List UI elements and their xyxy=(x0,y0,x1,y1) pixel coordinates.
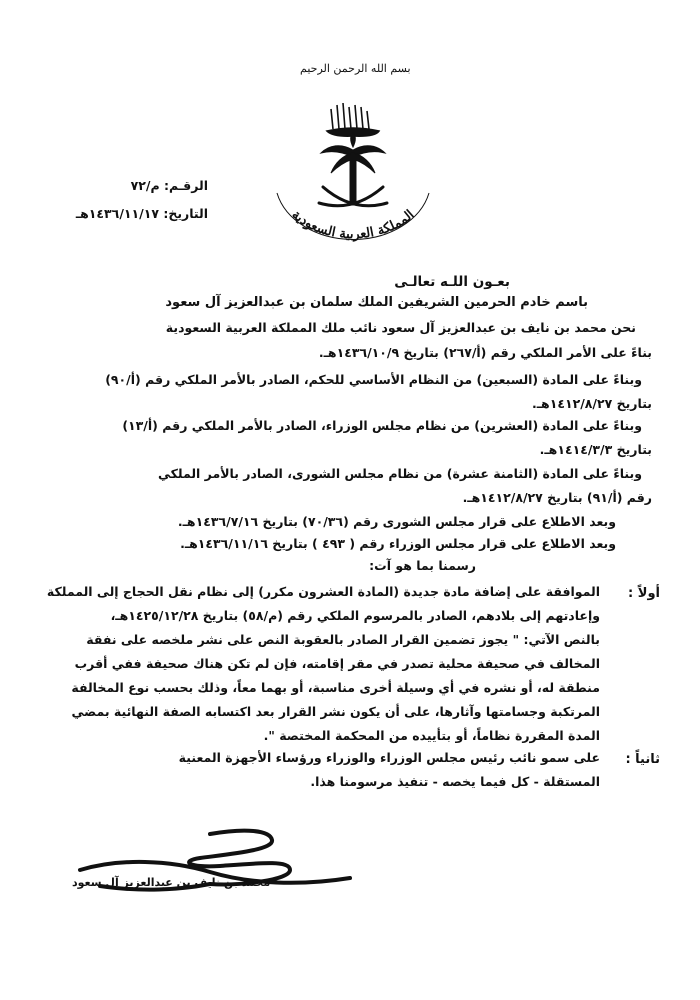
article-second-line-2: المستقلة - كل فيما يخصه - تنفيذ مرسومنا هذا. xyxy=(310,774,600,789)
shahada-calligraphy xyxy=(327,103,379,136)
preamble-2a: وبناءً على المادة (السبعين) من النظام الأساسي للحكم، الصادر بالأمر الملكي رقم (أ/٩٠) xyxy=(105,372,642,387)
article-first-line-5: منطقة له، أو نشره في أي وسيلة أخرى مناسبة، أو بهما معاً، وذلك بحسب نوع المخالفة xyxy=(71,680,600,695)
handwritten-signature xyxy=(60,820,360,905)
article-first-line-1: الموافقة على إضافة مادة جديدة (المادة العشرون مكرر) إلى نظام نقل الحجاج إلى المملكة xyxy=(46,584,600,599)
invocation: بعـون اللـه تعالـى xyxy=(394,274,510,290)
article-second-line-1: على سمو نائب رئيس مجلس الوزراء والوزراء ورؤساء الأجهزة المعنية xyxy=(178,750,600,765)
preamble-3a: وبناءً على المادة (العشرين) من نظام مجلس الوزراء، الصادر بالأمر الملكي رقم (أ/١٣) xyxy=(122,418,642,433)
article-first-line-2: وإعادتهم إلى بلادهم، الصادر بالمرسوم الملكي رقم (م/٥٨) بتاريخ ١٤٢٥/١٢/٢٨هـ، xyxy=(110,608,600,623)
issuer-line: نحن محمد بن نايف بن عبدالعزيز آل سعود نائب ملك المملكة العربية السعودية xyxy=(165,320,636,335)
kingdom-name-arc: المملكة العربية السعودية xyxy=(288,207,418,243)
preamble-6: وبعد الاطلاع على قرار مجلس الوزراء رقم ( ٤٩٣ ) بتاريخ ١٤٣٦/١١/١٦هـ. xyxy=(180,536,616,551)
preamble-2b: بتاريخ ١٤١٢/٨/٢٧هـ. xyxy=(532,396,652,411)
decree-line: رسمنا بما هو آت: xyxy=(369,558,476,573)
saudi-emblem-icon xyxy=(253,95,453,255)
in-name-line: باسم خادم الحرمين الشريفين الملك سلمان بن عبدالعزيز آل سعود xyxy=(165,295,588,310)
preamble-5: وبعد الاطلاع على قرار مجلس الشورى رقم (٧٠/٣٦) بتاريخ ١٤٣٦/٧/١٦هـ. xyxy=(177,514,616,529)
document-number: الرقـم: م/٧٢ xyxy=(130,178,208,193)
article-first-label: أولاً : xyxy=(628,586,660,601)
article-first-line-7: المدة المقررة نظاماً، أو بتأييده من المحكمة المختصة ". xyxy=(263,728,600,743)
article-first-line-4: المخالف في صحيفة محلية تصدر في مقر إقامته، فإن لم تكن هناك صحيفة ففي أقرب xyxy=(74,656,600,671)
basmala: بسم الله الرحمن الرحيم xyxy=(300,62,411,75)
document-date: التاريخ: ١٤٣٦/١١/١٧هـ xyxy=(75,206,208,221)
article-second-label: ثانياً : xyxy=(625,752,660,767)
preamble-4a: وبناءً على المادة (الثامنة عشرة) من نظام مجلس الشورى، الصادر بالأمر الملكي xyxy=(157,466,642,481)
signatory-name: محمد بن نايف بن عبدالعزيز آل سعود xyxy=(72,876,271,889)
preamble-4b: رقم (أ/٩١) بتاريخ ١٤١٢/٨/٢٧هـ. xyxy=(462,490,652,505)
preamble-1: بناءً على الأمر الملكي رقم (أ/٢٦٧) بتاريخ ١٤٣٦/١٠/٩هـ. xyxy=(318,345,652,360)
article-first-line-3: بالنص الآتي: " يجوز تضمين القرار الصادر بالعقوبة النص على نشر ملخصه على نفقة xyxy=(86,632,600,647)
svg-text:المملكة العربية السعودية xyxy=(289,207,418,242)
article-first-line-6: المرتكبة وجسامتها وآثارها، على أن يكون نشر القرار بعد اكتسابه الصفة النهائية بمضي xyxy=(71,704,600,719)
preamble-3b: بتاريخ ١٤١٤/٣/٣هـ. xyxy=(539,442,652,457)
